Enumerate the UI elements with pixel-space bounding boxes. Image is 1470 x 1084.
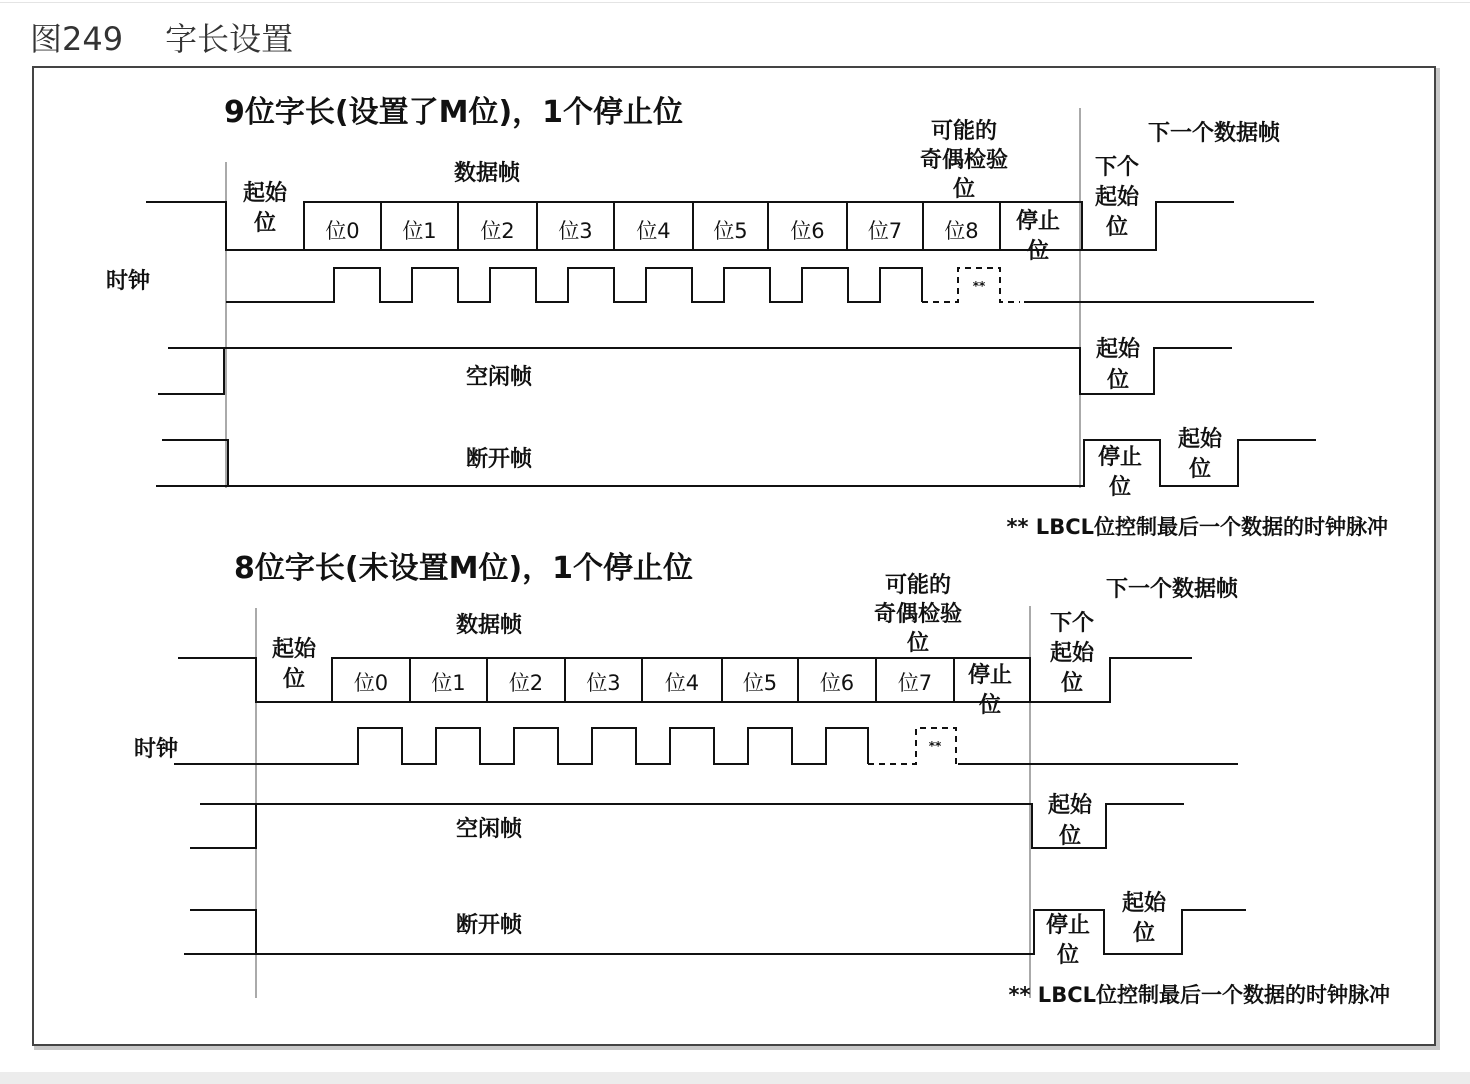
clock-waveform <box>174 728 868 764</box>
data-bit-cell: 位0 <box>353 671 389 695</box>
panel-8bit <box>134 551 1390 1007</box>
top-rule <box>0 2 1470 3</box>
next-start-bit-label-line-3: 位 <box>1105 215 1129 240</box>
next-start-bit-label-line-1: 下个 <box>1094 155 1140 180</box>
lbcl-footnote: ** LBCL位控制最后一个数据的时钟脉冲 <box>1008 983 1390 1007</box>
next-frame-label: 下一个数据帧 <box>1105 577 1239 602</box>
data-bit-cell: 位7 <box>867 219 903 243</box>
break-start-bit-label-line-1: 起始 <box>1121 891 1167 916</box>
data-bit-cell: 位7 <box>897 671 933 695</box>
break-stop-bit-label-line-2: 位 <box>1108 475 1132 500</box>
timing-diagram-frame <box>32 66 1436 1046</box>
stop-bit-label-line-1: 停止 <box>967 663 1013 688</box>
break-start-bit-label-line-1: 起始 <box>1177 427 1223 452</box>
break-stop-bit-label-line-1: 停止 <box>1097 445 1143 470</box>
break-start-bit-label-line-2: 位 <box>1132 921 1156 946</box>
panel-title: 9位字长(设置了M位)，1个停止位 <box>224 95 684 130</box>
idle-start-bit-label-line-2: 位 <box>1106 368 1130 393</box>
idle-frame-waveform <box>158 348 1232 394</box>
lbcl-star-mark: ** <box>928 739 942 753</box>
bottom-strip <box>0 1072 1470 1084</box>
lbcl-clock-pulse <box>922 268 1020 302</box>
data-bit-cell: 位4 <box>664 671 700 695</box>
data-bit-cell: 位0 <box>325 219 360 243</box>
data-bit-cell: 位6 <box>819 671 855 695</box>
break-frame-label: 断开帧 <box>455 913 523 938</box>
panel-9bit <box>106 95 1388 539</box>
clock-waveform <box>226 268 922 302</box>
data-bit-cell: 位2 <box>480 219 515 243</box>
clock-label: 时钟 <box>134 737 179 762</box>
parity-label-line-3: 位 <box>952 177 976 202</box>
data-frame-label: 数据帧 <box>455 613 523 638</box>
timing-diagram <box>34 68 1434 1044</box>
break-frame-label: 断开帧 <box>465 447 533 472</box>
data-bit-cell: 位2 <box>508 671 544 695</box>
stop-bit-label-line-2: 位 <box>978 693 1002 718</box>
data-bit-cell: 位3 <box>586 671 621 695</box>
start-bit-label-line-1: 起始 <box>242 181 288 206</box>
data-bit-cell: 位5 <box>742 671 778 695</box>
next-frame-label: 下一个数据帧 <box>1147 121 1281 146</box>
break-start-bit-label-line-2: 位 <box>1188 457 1212 482</box>
data-bit-cell: 位5 <box>713 219 748 243</box>
data-bit-cell: 位3 <box>558 219 593 243</box>
parity-label-line-1: 可能的 <box>930 119 998 144</box>
data-bit-cell: 位1 <box>431 671 466 695</box>
idle-start-bit-label-line-1: 起始 <box>1095 337 1141 362</box>
figure-number: 图249 <box>30 20 124 58</box>
parity-label-line-2: 奇偶检验 <box>919 148 1009 173</box>
break-frame-waveform <box>162 440 1316 486</box>
data-bit-cell: 位8 <box>944 219 979 243</box>
data-bit-cell: 位4 <box>636 219 671 243</box>
lbcl-footnote: ** LBCL位控制最后一个数据的时钟脉冲 <box>1006 515 1388 539</box>
break-stop-bit-label-line-1: 停止 <box>1045 913 1091 938</box>
clock-label: 时钟 <box>106 269 151 294</box>
idle-frame-label: 空闲帧 <box>465 365 533 390</box>
start-bit-label-line-2: 位 <box>282 667 306 692</box>
start-bit-label-line-2: 位 <box>253 211 277 236</box>
lbcl-star-mark: ** <box>972 279 986 293</box>
data-frame-label: 数据帧 <box>453 161 521 186</box>
lbcl-clock-pulse <box>868 728 974 764</box>
data-bit-cell: 位6 <box>790 219 825 243</box>
idle-start-bit-label-line-1: 起始 <box>1047 793 1093 818</box>
parity-label-line-2: 奇偶检验 <box>873 602 963 627</box>
parity-label-line-1: 可能的 <box>884 573 952 598</box>
break-stop-bit-label-line-2: 位 <box>1056 943 1080 968</box>
stop-bit-label-line-1: 停止 <box>1015 209 1061 234</box>
next-start-bit-label-line-2: 起始 <box>1049 641 1095 666</box>
next-start-bit-label-line-2: 起始 <box>1094 185 1140 210</box>
idle-start-bit-label-line-2: 位 <box>1058 824 1082 849</box>
data-waveform <box>146 202 1234 250</box>
next-start-bit-label-line-3: 位 <box>1060 671 1084 696</box>
data-bit-cell: 位1 <box>402 219 437 243</box>
figure-title: 字长设置 <box>165 20 294 58</box>
stop-bit-label-line-2: 位 <box>1026 239 1050 264</box>
idle-frame-label: 空闲帧 <box>455 817 523 842</box>
panel-title: 8位字长(未设置M位)，1个停止位 <box>234 551 694 586</box>
start-bit-label-line-1: 起始 <box>271 637 317 662</box>
next-start-bit-label-line-1: 下个 <box>1049 611 1095 636</box>
idle-frame-waveform <box>190 804 1184 848</box>
figure-caption <box>30 14 293 60</box>
parity-label-line-3: 位 <box>906 631 930 656</box>
